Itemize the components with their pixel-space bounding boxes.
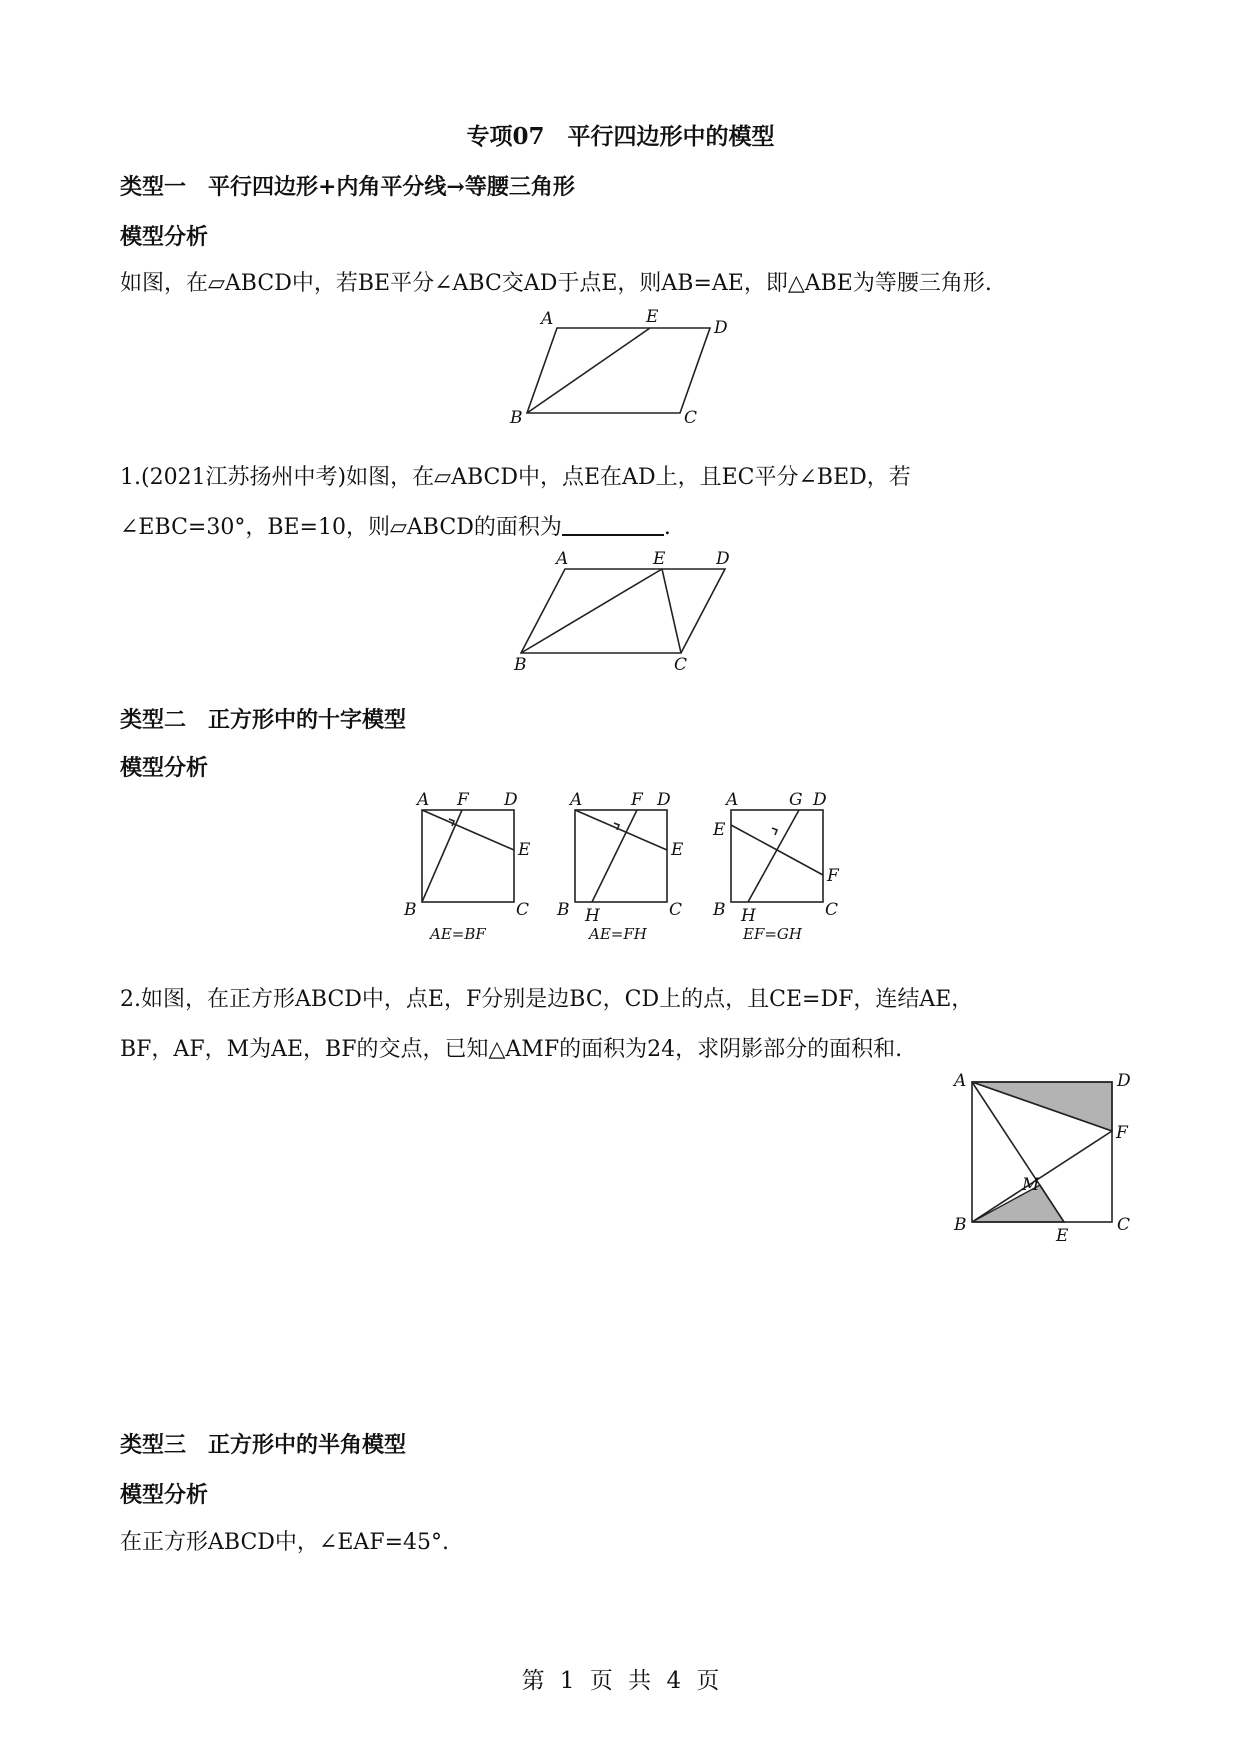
q2-label-a: A <box>954 1071 967 1091</box>
type3-analysis-heading: 模型分析 <box>120 1482 209 1508</box>
type2-analysis-heading: 模型分析 <box>120 755 209 781</box>
fig23-caption: EF=GH <box>743 925 802 943</box>
q1-parallelogram-figure <box>500 540 760 675</box>
q1-label-b: B <box>514 655 527 675</box>
fig1-label-a: A <box>541 309 554 329</box>
q1-label-d: D <box>716 549 730 569</box>
q1-line2-prefix: ∠EBC=30°，BE=10，则▱ABCD的面积为 <box>120 515 562 540</box>
page-title: 专项07 平行四边形中的模型 <box>466 123 775 150</box>
fig1-label-d: D <box>714 318 728 338</box>
fig23-label-h: H <box>741 906 756 926</box>
q2-label-e: E <box>1056 1226 1069 1246</box>
fig1-label-e: E <box>646 307 659 327</box>
fig23-label-d: D <box>813 790 827 810</box>
type3-analysis-text: 在正方形ABCD中，∠EAF=45°. <box>120 1530 450 1555</box>
cross-model-figure-1 <box>400 785 540 945</box>
fig22-caption: AE=FH <box>589 925 647 943</box>
fig23-label-c: C <box>825 900 839 920</box>
q1-label-e: E <box>653 549 666 569</box>
fig23-label-a: A <box>726 790 739 810</box>
q2-label-m: M <box>1022 1175 1040 1195</box>
type3-heading: 类型三 正方形中的半角模型 <box>120 1432 407 1458</box>
fig22-label-a: A <box>570 790 583 810</box>
fig21-label-f: F <box>457 790 469 810</box>
fig21-label-e: E <box>518 840 531 860</box>
q1-line2-suffix: . <box>663 515 671 540</box>
fig1-label-c: C <box>684 408 698 428</box>
q2-label-f: F <box>1116 1123 1128 1143</box>
fig21-label-d: D <box>504 790 518 810</box>
type1-parallelogram-figure <box>500 300 760 430</box>
type1-analysis-text: 如图，在▱ABCD中，若BE平分∠ABC交AD于点E，则AB=AE，即△ABE为等腰三角形. <box>120 271 992 296</box>
q1-label-c: C <box>674 655 688 675</box>
cross-model-figure-3 <box>705 785 845 945</box>
q1-label-a: A <box>556 549 569 569</box>
q2-label-d: D <box>1117 1071 1131 1091</box>
q1-line2 <box>120 510 671 541</box>
q2-label-b: B <box>954 1215 967 1235</box>
cross-model-figure-2 <box>555 785 695 945</box>
fig21-label-c: C <box>516 900 530 920</box>
type2-heading: 类型二 正方形中的十字模型 <box>120 707 407 733</box>
fig23-label-g: G <box>789 790 803 810</box>
q2-square-figure <box>950 1068 1140 1246</box>
q1-answer-blank[interactable] <box>562 514 664 536</box>
q2-line2: BF，AF，M为AE，BF的交点，已知△AMF的面积为24，求阴影部分的面积和. <box>120 1037 903 1062</box>
fig23-label-b: B <box>713 900 726 920</box>
fig21-caption: AE=BF <box>430 925 486 943</box>
fig22-label-c: C <box>669 900 683 920</box>
page-footer: 第 1 页 共 4 页 <box>521 1668 720 1694</box>
type1-heading: 类型一 平行四边形+内角平分线→等腰三角形 <box>120 174 575 200</box>
fig22-label-d: D <box>657 790 671 810</box>
fig1-label-b: B <box>510 408 523 428</box>
fig23-label-f: F <box>827 866 839 886</box>
fig23-label-e: E <box>713 820 726 840</box>
fig21-label-b: B <box>404 900 417 920</box>
type1-analysis-heading: 模型分析 <box>120 224 209 250</box>
fig22-label-f: F <box>631 790 643 810</box>
fig21-label-a: A <box>417 790 430 810</box>
fig22-label-b: B <box>557 900 570 920</box>
q1-line1: 1.(2021江苏扬州中考)如图，在▱ABCD中，点E在AD上，且EC平分∠BED，若 <box>120 465 911 490</box>
q2-label-c: C <box>1117 1215 1131 1235</box>
fig22-label-h: H <box>585 906 600 926</box>
q2-line1: 2.如图，在正方形ABCD中，点E，F分别是边BC，CD上的点，且CE=DF，连结AE， <box>120 987 974 1012</box>
fig22-label-e: E <box>671 840 684 860</box>
